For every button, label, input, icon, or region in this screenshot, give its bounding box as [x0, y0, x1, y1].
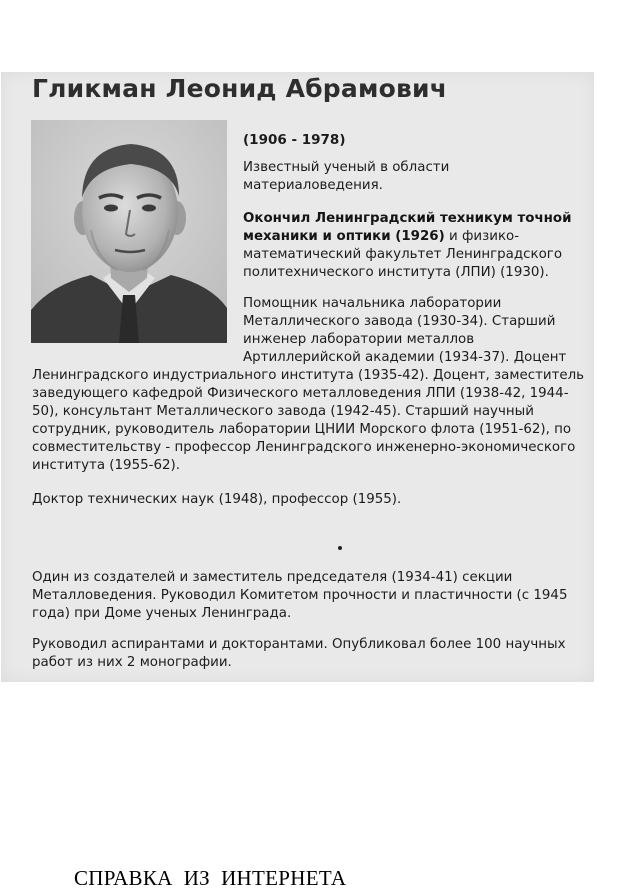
career-paragraph-start: Помощник начальника лаборатории Металлического завода (1930-34). Старший инженер лаборатории металлов: [243, 296, 556, 347]
education-bold-text: Окончил Ленинградский техникум точной механики и оптики (1926): [243, 211, 572, 244]
page-title: Гликман Леонид Абрамович: [32, 74, 448, 103]
founder-paragraph: Один из создателей и заместитель председателя (1934-41) секции Металловедения. Руководил Комитетом прочности и пластичности (с 1945 года) при Доме ученых Ленинграда.: [32, 570, 568, 621]
supervision-paragraph: Руководил аспирантами и докторантами. Опубликовал более 100 научных работ из них 2 монографии.: [32, 637, 566, 670]
known-as-text: Известный ученый в области материаловедения.: [243, 160, 450, 193]
doctor-degree-text: Доктор технических наук (1948), профессор (1955).: [32, 492, 402, 507]
career-paragraph: [32, 349, 594, 475]
separator-dot: [338, 546, 342, 550]
education-paragraph: [243, 210, 588, 282]
life-years: (1906 - 1978): [243, 132, 346, 148]
career-text: Ленинградского индустриального института (1935-42). Доцент, заместитель заведующего кафедрой Физического металловедения ЛПИ (1938-42, 1944-50), консультант Металлического завода (1942-45). Старший научный сотрудник, руководитель лаборатории ЦНИИ Морского флота (1951-62), по совместительству - профессор Ленинградского инженерно-экономического института (1955-62).: [32, 368, 585, 473]
career-line: Артиллерийской академии (1934-37). Доцент: [243, 350, 567, 365]
source-caption: СПРАВКА ИЗ ИНТЕРНЕТА: [74, 866, 347, 890]
education-rest-text: и физико-математический факультет Ленинградского политехнического института (ЛПИ) (1930).: [243, 229, 563, 280]
portrait-photo: [31, 120, 227, 343]
